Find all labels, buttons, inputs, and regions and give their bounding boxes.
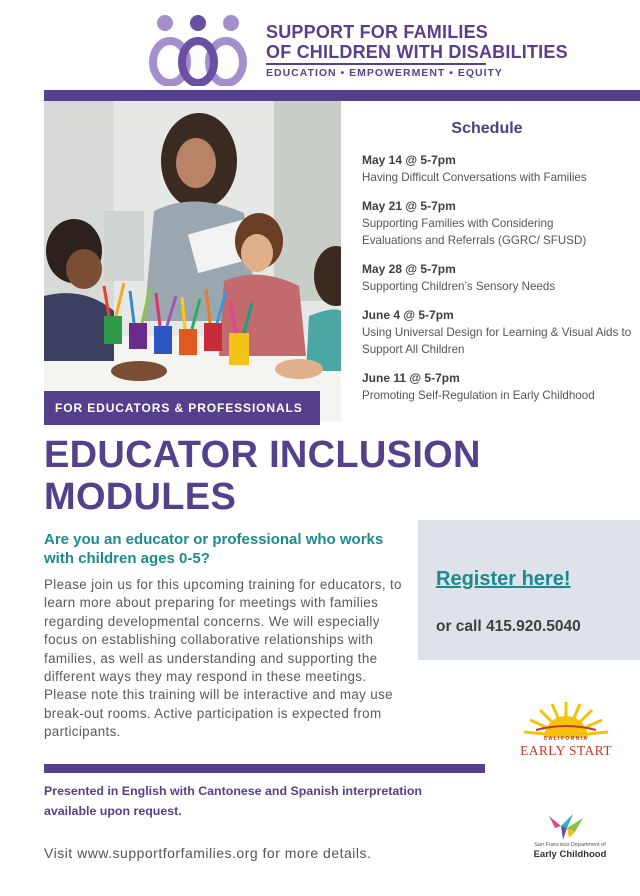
footer-visit-text: Visit www.supportforfamilies.org for more details.	[44, 845, 372, 861]
register-box	[418, 520, 640, 660]
schedule-session	[362, 261, 640, 295]
bottom-accent-bar	[44, 764, 485, 773]
interpretation-note: Presented in English with Cantonese and Spanish interpretation available upon request.	[44, 784, 422, 818]
session-title: Using Universal Design for Learning & Visual Aids to Support All Children	[362, 326, 632, 356]
early-start-name: EARLY START	[520, 743, 612, 758]
audience-tag: FOR EDUCATORS & PROFESSIONALS	[44, 391, 320, 425]
register-link[interactable]: Register here!	[436, 568, 571, 590]
session-date: May 28 @ 5-7pm	[362, 262, 456, 276]
org-divider	[266, 63, 486, 65]
org-name	[266, 22, 568, 62]
session-title: Promoting Self-Regulation in Early Childhood	[362, 389, 595, 402]
sf-department-text: San Francisco Department of	[534, 842, 606, 848]
schedule-title: Schedule	[451, 120, 523, 137]
org-name-line2: OF CHILDREN WITH DISABILITIES	[266, 42, 568, 62]
page-title-line1: EDUCATOR INCLUSION	[44, 434, 481, 476]
session-title: Supporting Families with Considering Evaluations and Referrals (GGRC/ SFUSD)	[362, 217, 587, 247]
schedule-session	[362, 152, 640, 186]
schedule-session	[362, 370, 640, 404]
sf-early-childhood-text: Early Childhood	[533, 849, 607, 860]
sf-early-childhood-logo	[527, 812, 613, 864]
early-start-state: CALIFORNIA	[543, 736, 589, 742]
session-title: Having Difficult Conversations with Families	[362, 171, 587, 184]
page-title	[44, 434, 604, 518]
page-title-line2: MODULES	[44, 476, 237, 518]
top-accent-bar	[44, 90, 640, 101]
session-title: Supporting Children’s Sensory Needs	[362, 280, 556, 293]
schedule-session	[362, 307, 640, 358]
session-date: May 21 @ 5-7pm	[362, 199, 456, 213]
classroom-photo	[44, 101, 341, 421]
session-date: June 11 @ 5-7pm	[362, 371, 460, 385]
audience-question: Are you an educator or professional who works with children ages 0-5?	[44, 531, 384, 567]
california-early-start-logo	[514, 700, 618, 762]
call-phone-text: or call 415.920.5040	[436, 618, 581, 635]
description-paragraph: Please join us for this upcoming training for educators, to learn more about preparing for meetings with families regarding developmental concerns. We will especially focus on establishing collaborative relationships with families, as well as understanding and supporting the different ways they may respond in these meetings. Please note this training will be interactive and may use break-out rooms. Active participation is expected from participants.	[44, 577, 402, 740]
schedule-list	[362, 152, 640, 416]
org-tagline: EDUCATION • EMPOWERMENT • EQUITY	[266, 67, 503, 79]
schedule-session	[362, 198, 640, 249]
origami-bird-icon	[527, 812, 613, 842]
sun-icon	[514, 700, 618, 740]
session-date: June 4 @ 5-7pm	[362, 308, 454, 322]
three-figures-logo-icon	[148, 14, 248, 86]
session-date: May 14 @ 5-7pm	[362, 153, 456, 167]
org-name-line1: SUPPORT FOR FAMILIES	[266, 22, 489, 42]
